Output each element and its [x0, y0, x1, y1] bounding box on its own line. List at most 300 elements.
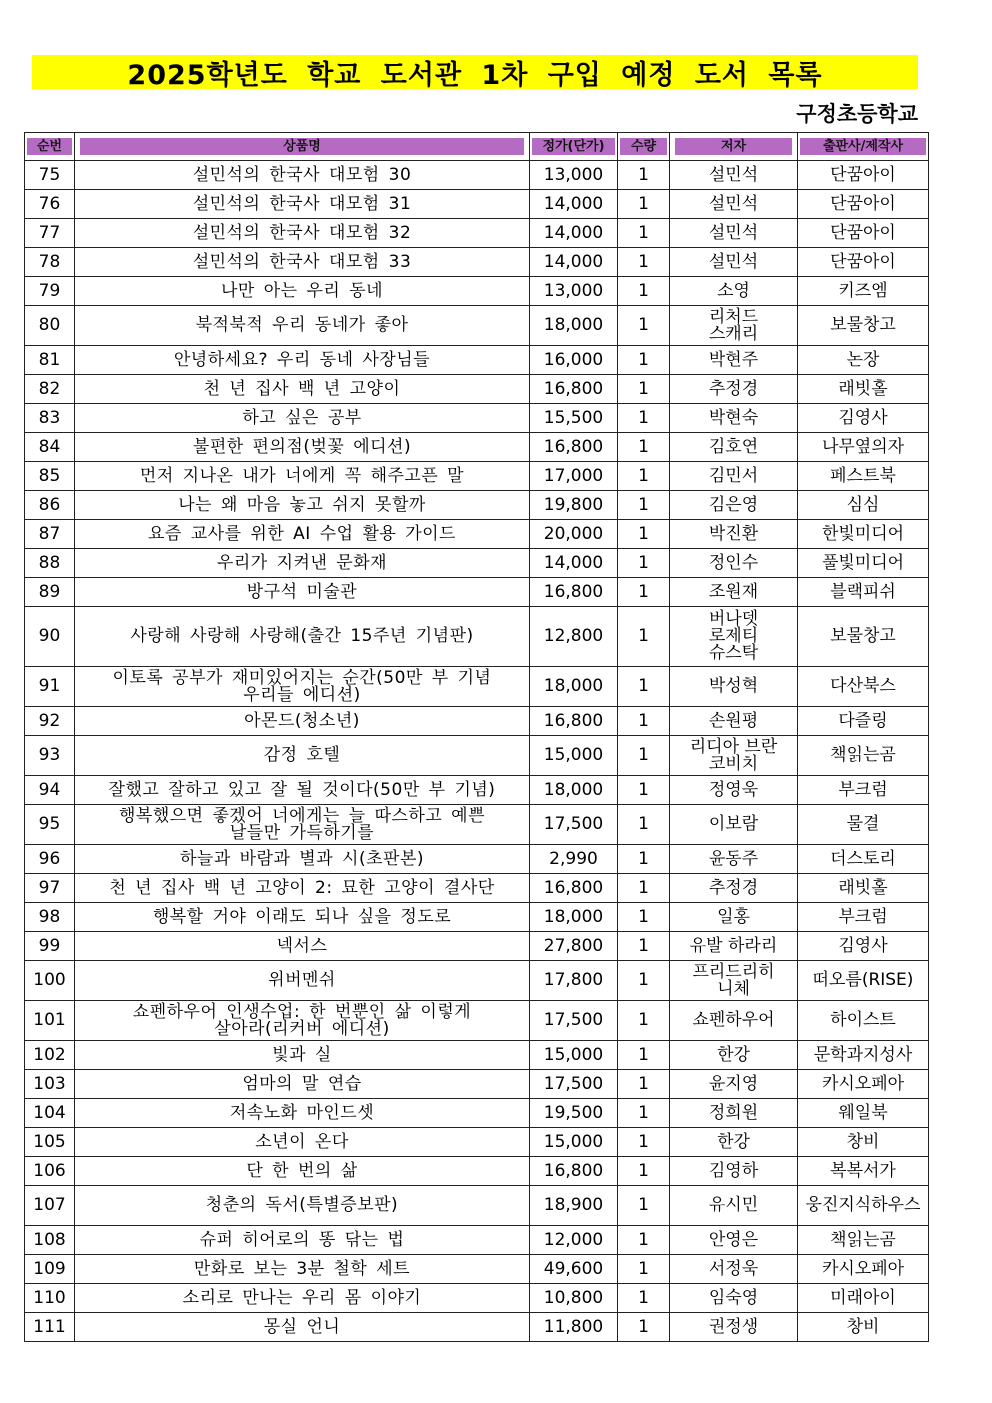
book-quantity — [618, 1226, 670, 1255]
row-number-text: 101 — [33, 1010, 66, 1030]
book-author — [670, 707, 798, 736]
book-quantity-text: 1 — [638, 349, 649, 370]
row-number — [25, 707, 75, 736]
book-publisher-text: 물결 — [846, 814, 880, 834]
book-author — [670, 961, 798, 1001]
book-price-text: 14,000 — [543, 222, 604, 243]
book-quantity — [618, 404, 670, 433]
row-number — [25, 1041, 75, 1070]
book-publisher — [798, 607, 929, 667]
book-price — [530, 667, 618, 707]
book-quantity — [618, 491, 670, 520]
table-row — [25, 805, 929, 845]
book-author — [670, 219, 798, 248]
book-price — [530, 520, 618, 549]
book-price-text: 16,800 — [543, 1160, 604, 1181]
book-quantity — [618, 306, 670, 346]
row-number — [25, 776, 75, 805]
book-price — [530, 248, 618, 277]
row-number-text: 91 — [38, 676, 61, 696]
book-publisher — [798, 667, 929, 707]
row-number — [25, 1186, 75, 1226]
book-author — [670, 805, 798, 845]
row-number-text: 95 — [38, 814, 61, 834]
row-number — [25, 1226, 75, 1255]
book-title — [75, 1128, 530, 1157]
book-title-text: 위버멘쉬 — [268, 970, 336, 990]
row-number — [25, 161, 75, 190]
book-price-text: 15,000 — [543, 1131, 604, 1152]
book-author — [670, 1313, 798, 1342]
row-number-text: 76 — [38, 193, 61, 214]
book-price — [530, 1226, 618, 1255]
book-title-text: 북적북적 우리 동네가 좋아 — [195, 315, 409, 335]
book-title — [75, 903, 530, 932]
book-quantity — [618, 932, 670, 961]
book-title-text: 빛과 실 — [272, 1044, 332, 1065]
book-title — [75, 736, 530, 776]
book-publisher-text: 창비 — [846, 1131, 880, 1152]
book-price — [530, 1070, 618, 1099]
book-author-text: 조원재 — [708, 581, 759, 602]
table-row — [25, 1001, 929, 1041]
book-quantity-text: 1 — [638, 251, 649, 272]
book-quantity-text: 1 — [638, 710, 649, 731]
table-row — [25, 248, 929, 277]
book-title — [75, 549, 530, 578]
book-author-text: 버나뎃 로제티 슈스탁 — [708, 609, 759, 663]
row-number-text: 79 — [38, 280, 61, 301]
book-quantity-text: 1 — [638, 193, 649, 214]
book-price — [530, 845, 618, 874]
table-row — [25, 306, 929, 346]
table-row — [25, 1041, 929, 1070]
table-row — [25, 1157, 929, 1186]
book-price-text: 20,000 — [543, 523, 604, 544]
book-quantity-text: 1 — [638, 779, 649, 800]
table-row — [25, 1255, 929, 1284]
row-number-text: 102 — [33, 1044, 66, 1065]
book-publisher-text: 단꿈아이 — [830, 164, 896, 185]
table-row — [25, 667, 929, 707]
book-publisher-text: 다산북스 — [830, 676, 896, 696]
book-publisher-text: 더스토리 — [830, 848, 896, 869]
table-row — [25, 845, 929, 874]
table-row — [25, 1226, 929, 1255]
book-quantity — [618, 1186, 670, 1226]
book-author-text: 박진환 — [708, 523, 759, 544]
book-publisher-text: 김영사 — [838, 935, 888, 956]
table-row — [25, 520, 929, 549]
book-publisher — [798, 961, 929, 1001]
book-price — [530, 776, 618, 805]
school-name: 구정초등학교 — [796, 102, 918, 126]
book-title-text: 방구석 미술관 — [246, 581, 358, 602]
row-number-text: 82 — [38, 378, 61, 399]
book-quantity — [618, 346, 670, 375]
book-author — [670, 520, 798, 549]
book-author — [670, 578, 798, 607]
book-price-text: 2,990 — [549, 848, 598, 869]
row-number — [25, 306, 75, 346]
book-quantity — [618, 578, 670, 607]
book-price — [530, 961, 618, 1001]
book-quantity — [618, 776, 670, 805]
row-number — [25, 736, 75, 776]
book-author — [670, 667, 798, 707]
book-price — [530, 578, 618, 607]
book-price-text: 15,500 — [543, 407, 604, 428]
book-price — [530, 346, 618, 375]
book-author — [670, 161, 798, 190]
book-title — [75, 1099, 530, 1128]
book-author — [670, 736, 798, 776]
book-author — [670, 1157, 798, 1186]
book-publisher — [798, 404, 929, 433]
book-price — [530, 462, 618, 491]
row-number-text: 93 — [38, 745, 61, 765]
header-price: 정가(단가) — [530, 133, 618, 161]
book-author — [670, 932, 798, 961]
book-quantity-text: 1 — [638, 1160, 649, 1181]
book-title-text: 쇼펜하우어 인생수업: 한 번뿐인 삶 이렇게 살아라(리커버 에디션) — [132, 1001, 472, 1039]
row-number-text: 94 — [38, 779, 61, 800]
row-number — [25, 491, 75, 520]
book-price — [530, 306, 618, 346]
book-title-text: 엄마의 말 연습 — [242, 1073, 362, 1094]
book-title — [75, 1001, 530, 1041]
row-number-text: 111 — [33, 1316, 66, 1337]
row-number-text: 97 — [38, 877, 61, 898]
book-title — [75, 306, 530, 346]
book-author-text: 리디아 브란코비치 — [689, 736, 778, 774]
book-author-text: 김민서 — [708, 465, 759, 486]
book-price-text: 16,800 — [543, 436, 604, 457]
book-quantity-text: 1 — [638, 1131, 649, 1152]
book-author — [670, 607, 798, 667]
table-row — [25, 578, 929, 607]
book-title-text: 천 년 집사 백 년 고양이 — [203, 378, 401, 399]
header-author: 저자 — [670, 133, 798, 161]
row-number — [25, 932, 75, 961]
book-author — [670, 190, 798, 219]
book-price-text: 19,500 — [543, 1102, 604, 1123]
book-price-text: 17,800 — [543, 970, 604, 990]
book-publisher — [798, 1041, 929, 1070]
row-number — [25, 578, 75, 607]
row-number — [25, 1157, 75, 1186]
book-title-text: 행복할 거야 이래도 되나 싶을 정도로 — [152, 906, 452, 927]
book-title — [75, 248, 530, 277]
book-title — [75, 219, 530, 248]
book-title-text: 하고 싶은 공부 — [242, 407, 362, 428]
book-quantity-text: 1 — [638, 877, 649, 898]
table-row — [25, 404, 929, 433]
book-publisher-text: 래빗홀 — [838, 378, 888, 399]
book-title-text: 사랑해 사랑해 사랑해(출간 15주년 기념판) — [130, 626, 474, 646]
book-quantity — [618, 707, 670, 736]
book-title-text: 먼저 지나온 내가 너에게 꼭 해주고픈 말 — [139, 465, 465, 486]
row-number-text: 92 — [38, 710, 61, 731]
book-price — [530, 1128, 618, 1157]
book-quantity — [618, 462, 670, 491]
table-row — [25, 219, 929, 248]
row-number-text: 107 — [33, 1195, 66, 1215]
book-author — [670, 346, 798, 375]
book-publisher-text: 웨일북 — [838, 1102, 888, 1123]
book-publisher — [798, 549, 929, 578]
book-publisher — [798, 845, 929, 874]
book-author — [670, 462, 798, 491]
row-number — [25, 1255, 75, 1284]
book-author-text: 박현숙 — [708, 407, 759, 428]
row-number-text: 108 — [33, 1229, 66, 1250]
book-price-text: 27,800 — [543, 935, 604, 956]
book-publisher-text: 보물창고 — [830, 626, 896, 646]
book-author-text: 박성혁 — [708, 676, 759, 696]
row-number-text: 88 — [38, 552, 61, 573]
book-title — [75, 277, 530, 306]
book-price — [530, 805, 618, 845]
book-title — [75, 932, 530, 961]
table-row — [25, 1070, 929, 1099]
book-author — [670, 248, 798, 277]
book-quantity — [618, 161, 670, 190]
book-publisher-text: 나무옆의자 — [821, 436, 905, 457]
book-publisher — [798, 805, 929, 845]
book-publisher-text: 풀빛미디어 — [821, 552, 905, 573]
book-publisher-text: 부크럼 — [838, 906, 888, 927]
book-price — [530, 277, 618, 306]
book-quantity-text: 1 — [638, 1287, 649, 1308]
row-number — [25, 961, 75, 1001]
book-title-text: 단 한 번의 삶 — [246, 1160, 358, 1181]
book-title — [75, 845, 530, 874]
book-author-text: 윤동주 — [708, 848, 759, 869]
row-number-text: 90 — [38, 626, 61, 646]
book-price — [530, 161, 618, 190]
table-row — [25, 1186, 929, 1226]
book-quantity — [618, 1313, 670, 1342]
book-publisher-text: 래빗홀 — [838, 877, 888, 898]
book-author-text: 정영욱 — [708, 779, 759, 800]
book-title — [75, 776, 530, 805]
row-number — [25, 845, 75, 874]
book-price — [530, 549, 618, 578]
book-title-text: 저속노화 마인드셋 — [229, 1102, 375, 1123]
book-publisher — [798, 1001, 929, 1041]
book-publisher-text: 복복서가 — [830, 1160, 896, 1181]
table-row — [25, 161, 929, 190]
row-number — [25, 520, 75, 549]
book-publisher — [798, 1255, 929, 1284]
book-publisher — [798, 874, 929, 903]
book-author-text: 박현주 — [708, 349, 759, 370]
book-quantity-text: 1 — [638, 164, 649, 185]
book-publisher — [798, 219, 929, 248]
row-number — [25, 1313, 75, 1342]
row-number-text: 98 — [38, 906, 61, 927]
book-publisher-text: 책읽는곰 — [830, 1229, 896, 1250]
table-row — [25, 607, 929, 667]
book-price — [530, 903, 618, 932]
row-number-text: 86 — [38, 494, 61, 515]
book-author-text: 이보람 — [708, 814, 759, 834]
book-author-text: 김은영 — [708, 494, 759, 515]
book-price-text: 18,000 — [543, 315, 604, 335]
row-number-text: 106 — [33, 1160, 66, 1181]
book-price — [530, 1313, 618, 1342]
book-title — [75, 1255, 530, 1284]
book-quantity — [618, 549, 670, 578]
book-publisher — [798, 1099, 929, 1128]
book-quantity-text: 1 — [638, 1073, 649, 1094]
book-price — [530, 1099, 618, 1128]
book-quantity — [618, 1070, 670, 1099]
book-title-text: 설민석의 한국사 대모험 32 — [192, 222, 412, 243]
book-title-text: 나는 왜 마음 놓고 쉬지 못할까 — [178, 494, 426, 515]
book-quantity — [618, 277, 670, 306]
table-row — [25, 776, 929, 805]
book-author — [670, 1226, 798, 1255]
table-row — [25, 462, 929, 491]
book-publisher — [798, 190, 929, 219]
row-number — [25, 607, 75, 667]
book-quantity — [618, 903, 670, 932]
book-quantity-text: 1 — [638, 436, 649, 457]
row-number-text: 104 — [33, 1102, 66, 1123]
book-title — [75, 578, 530, 607]
row-number — [25, 1284, 75, 1313]
book-title-text: 설민석의 한국사 대모험 33 — [192, 251, 412, 272]
book-quantity-text: 1 — [638, 465, 649, 486]
row-number — [25, 346, 75, 375]
book-quantity — [618, 607, 670, 667]
book-price-text: 17,500 — [543, 1073, 604, 1094]
book-title-text: 하늘과 바람과 별과 시(초판본) — [179, 848, 425, 869]
book-author — [670, 277, 798, 306]
book-quantity-text: 1 — [638, 626, 649, 646]
book-title — [75, 404, 530, 433]
book-title — [75, 1070, 530, 1099]
book-quantity-text: 1 — [638, 1258, 649, 1279]
book-title-text: 소년이 온다 — [255, 1131, 349, 1152]
book-quantity — [618, 1128, 670, 1157]
book-publisher-text: 페스트북 — [830, 465, 896, 486]
book-publisher — [798, 736, 929, 776]
book-author — [670, 491, 798, 520]
book-quantity-text: 1 — [638, 970, 649, 990]
book-title-text: 안녕하세요? 우리 동네 사장님들 — [173, 349, 431, 370]
book-author — [670, 874, 798, 903]
book-quantity — [618, 248, 670, 277]
book-title — [75, 961, 530, 1001]
book-price-text: 17,500 — [543, 814, 604, 834]
book-quantity — [618, 736, 670, 776]
table-row — [25, 549, 929, 578]
book-title-text: 설민석의 한국사 대모험 31 — [192, 193, 412, 214]
book-title-text: 우리가 지켜낸 문화재 — [216, 552, 388, 573]
book-publisher — [798, 932, 929, 961]
book-price-text: 15,000 — [543, 1044, 604, 1065]
book-quantity-text: 1 — [638, 935, 649, 956]
row-number-text: 83 — [38, 407, 61, 428]
book-title-text: 행복했으면 좋겠어 너에게는 늘 따스하고 예쁜 날들만 가득하기를 — [118, 805, 486, 843]
book-title — [75, 874, 530, 903]
book-publisher — [798, 1186, 929, 1226]
book-title — [75, 1186, 530, 1226]
row-number-text: 100 — [33, 970, 66, 990]
book-title-text: 넥서스 — [276, 935, 328, 956]
book-price-text: 18,000 — [543, 676, 604, 696]
header-title: 상품명 — [75, 133, 530, 161]
book-publisher-text: 웅진지식하우스 — [805, 1195, 921, 1215]
book-title-text: 감정 호텔 — [263, 745, 341, 765]
book-title-text: 요즘 교사를 위한 AI 수업 활용 가이드 — [148, 523, 456, 544]
book-quantity-text: 1 — [638, 494, 649, 515]
book-title-text: 몽실 언니 — [263, 1316, 341, 1337]
book-price — [530, 1157, 618, 1186]
book-publisher-text: 하이스트 — [830, 1010, 896, 1030]
book-publisher-text: 보물창고 — [830, 315, 896, 335]
book-price-text: 17,500 — [543, 1010, 604, 1030]
book-price-text: 18,000 — [543, 906, 604, 927]
book-price-text: 16,800 — [543, 710, 604, 731]
table-row — [25, 277, 929, 306]
book-title — [75, 1226, 530, 1255]
row-number-text: 80 — [38, 315, 61, 335]
book-price-text: 14,000 — [543, 193, 604, 214]
book-publisher-text: 단꿈아이 — [830, 222, 896, 243]
row-number — [25, 277, 75, 306]
book-quantity — [618, 375, 670, 404]
book-price-text: 12,800 — [543, 626, 604, 646]
book-author-text: 설민석 — [708, 193, 759, 214]
row-number-text: 103 — [33, 1073, 66, 1094]
row-number-text: 109 — [33, 1258, 66, 1279]
book-quantity — [618, 1041, 670, 1070]
row-number — [25, 903, 75, 932]
book-price-text: 19,800 — [543, 494, 604, 515]
book-author-text: 추정경 — [708, 378, 759, 399]
row-number — [25, 1070, 75, 1099]
book-price-text: 11,800 — [543, 1316, 604, 1337]
book-publisher — [798, 161, 929, 190]
book-quantity-text: 1 — [638, 581, 649, 602]
book-author-text: 김호연 — [708, 436, 759, 457]
book-price — [530, 607, 618, 667]
book-author — [670, 1099, 798, 1128]
book-quantity — [618, 805, 670, 845]
book-publisher — [798, 903, 929, 932]
book-publisher-text: 블랙피쉬 — [830, 581, 896, 602]
row-number-text: 110 — [33, 1287, 66, 1308]
book-author-text: 손원평 — [708, 710, 759, 731]
book-publisher — [798, 462, 929, 491]
book-price-text: 12,000 — [543, 1229, 604, 1250]
table-row — [25, 346, 929, 375]
book-price — [530, 1001, 618, 1041]
book-author-text: 설민석 — [708, 164, 759, 185]
header-no: 순번 — [25, 133, 75, 161]
book-author-text: 한강 — [717, 1131, 750, 1152]
book-quantity — [618, 1255, 670, 1284]
book-title — [75, 433, 530, 462]
book-price — [530, 1186, 618, 1226]
row-number — [25, 1001, 75, 1041]
row-number — [25, 219, 75, 248]
book-publisher-text: 논장 — [846, 349, 880, 370]
